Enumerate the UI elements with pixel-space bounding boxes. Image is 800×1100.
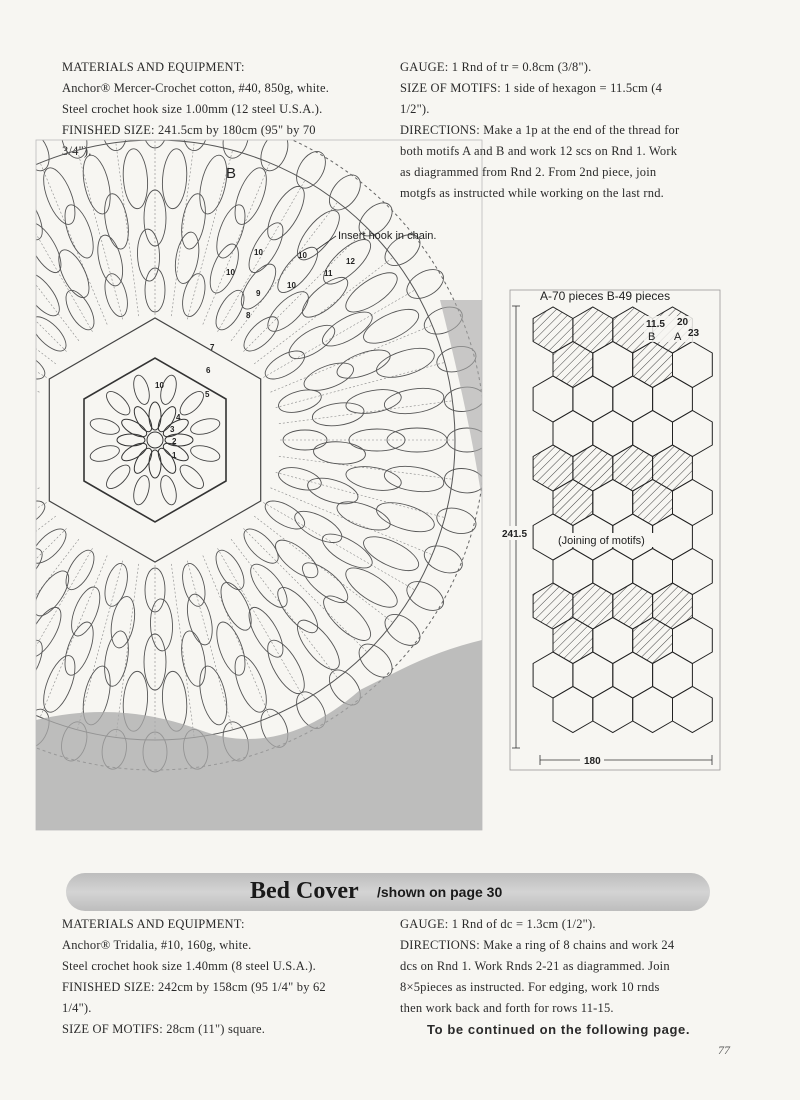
petal-loop [383, 385, 446, 418]
round-label-10c: 10 [254, 248, 263, 257]
center-flower [88, 373, 221, 506]
petal-loop [0, 241, 39, 298]
petal-loop [37, 164, 81, 229]
insert-hook-leader [316, 236, 336, 250]
petal-loop [334, 344, 394, 384]
petal-loop [101, 192, 132, 251]
hexagon-cell [633, 687, 673, 733]
petal-loop [37, 652, 81, 717]
directions-line-1: DIRECTIONS: Make a 1p at the end of the thread for [400, 123, 680, 137]
petal-loop [0, 271, 13, 324]
petal-loop [0, 614, 20, 676]
petal-loop [183, 592, 217, 648]
petal-loop [204, 240, 244, 296]
bed-materials-heading: MATERIALS AND EQUIPMENT: [62, 917, 245, 931]
chain-ray [271, 488, 433, 555]
petal-loop [195, 663, 232, 727]
petal-loop [305, 473, 361, 508]
directions-line-3: as diagrammed from Rnd 2. From 2nd piece, join [400, 165, 657, 179]
petal-loop [244, 559, 293, 614]
bottom-left-text-column [62, 914, 362, 1040]
petal-loop [373, 343, 437, 384]
layout-label-11-5: 11.5 [646, 319, 665, 330]
petal-loop [402, 576, 449, 617]
bed-finished-size-cont: 1/4"). [62, 1001, 92, 1015]
page-number: 77 [718, 1043, 730, 1057]
motif-size-cont: 1/2"). [400, 102, 430, 116]
petal-loop [0, 556, 13, 609]
bottom-right-text-column [400, 914, 710, 1019]
petal-loop [0, 331, 20, 375]
flower-outer-loop [131, 474, 152, 507]
petal-loop [313, 440, 366, 466]
round-label-5: 5 [205, 390, 210, 399]
continued-note: To be continued on the following page. [427, 1022, 691, 1037]
chain-ray [243, 528, 367, 652]
petal-loop [334, 496, 394, 536]
flower-petal [149, 402, 161, 430]
petal-loop [160, 148, 188, 210]
petal-loop [28, 566, 75, 621]
petal-loop [1, 345, 49, 384]
chain-ray [203, 163, 270, 325]
petal-loop [262, 286, 315, 338]
bed-hook-spec: Steel crochet hook size 1.40mm (8 steel U.S.A.). [62, 959, 316, 973]
chain-ray [0, 488, 40, 555]
chain-ray [187, 561, 232, 730]
height-label: 241.5 [502, 529, 528, 540]
petal-loop [0, 484, 9, 522]
chain-ray [171, 564, 194, 738]
chain-ray [0, 325, 40, 392]
round-label-6: 6 [206, 366, 211, 375]
finished-size-cont: 3/4"). [62, 144, 92, 158]
thread-spec: Anchor® Mercer-Crochet cotton, #40, 850g, white. [62, 81, 330, 95]
chain-ray [0, 257, 56, 364]
bed-directions-line-2: dcs on Rnd 1. Work Rnds 2-21 as diagrammed. Join [400, 959, 670, 973]
petal-loop [284, 319, 340, 365]
layout-label-20: 20 [677, 317, 689, 328]
petal-loop [0, 582, 39, 639]
chain-ray [276, 362, 445, 407]
petal-loop [93, 233, 127, 289]
layout-label-23: 23 [688, 328, 700, 339]
petal-loop [1, 495, 49, 534]
bed-directions-line-1: DIRECTIONS: Make a ring of 8 chains and work 24 [400, 938, 675, 952]
chain-ray [279, 401, 453, 424]
chain-ray [77, 561, 122, 730]
petal-loop [195, 153, 232, 217]
petal-loop [0, 543, 48, 595]
hook-spec: Steel crochet hook size 1.00mm (12 steel U.S.A.). [62, 102, 323, 116]
petal-loop [108, 595, 139, 650]
flower-petal [131, 446, 155, 476]
bed-directions-line-3: 8×5pieces as instructed. For edging, work 10 rnds [400, 980, 660, 994]
hexagon-cell [593, 687, 633, 733]
petal-loop [0, 296, 40, 346]
gauge-line: GAUGE: 1 Rnd of tr = 0.8cm (3/8"). [400, 60, 592, 74]
flower-petal [131, 404, 155, 434]
petal-loop [16, 267, 65, 322]
chain-ray [0, 228, 67, 352]
petal-loop [0, 463, 34, 494]
round-label-11: 11 [324, 269, 333, 278]
flower-outer-loop [103, 388, 134, 419]
round-label-3: 3 [170, 425, 175, 434]
petal-loop [66, 583, 106, 639]
petal-loop [100, 109, 129, 152]
petal-loop [311, 400, 366, 429]
directions-line-2: both motifs A and B and work 12 scs on Rnd 1. Work [400, 144, 678, 158]
petal-loop [0, 204, 20, 266]
adjacent-motif-shadow-right [440, 300, 482, 500]
chain-ray [263, 503, 415, 591]
petal-loop [402, 264, 449, 305]
directions-line-4: motgfs as instructed while working on the last rnd. [400, 186, 664, 200]
width-label: 180 [584, 756, 601, 767]
chain-ray [0, 539, 79, 678]
petal-loop [172, 230, 203, 285]
petal-loop [78, 153, 115, 217]
hexagon-grid [533, 307, 712, 733]
petal-loop [121, 148, 149, 210]
chain-ray [203, 556, 270, 718]
petal-loop [373, 497, 437, 538]
chain-ray [0, 202, 79, 341]
round-label-1: 1 [172, 451, 177, 460]
motif-label-b: B [226, 165, 237, 182]
round-label-2: 2 [172, 437, 177, 446]
chain-ray [0, 362, 34, 407]
round-label-10b: 10 [226, 268, 235, 277]
petal-loop [0, 386, 34, 417]
petal-loop [229, 652, 273, 717]
flower-outer-loop [131, 373, 152, 406]
petal-loop [59, 201, 99, 261]
flower-outer-loop [176, 461, 207, 492]
flower-petal [119, 440, 149, 464]
round-label-8: 8 [246, 311, 251, 320]
petal-loop [0, 181, 49, 245]
motif-size-line: SIZE OF MOTIFS: 1 side of hexagon = 11.5cm (4 [400, 81, 663, 95]
chain-ray [40, 556, 107, 718]
flower-outer-loop [88, 416, 121, 437]
petal-loop [59, 619, 99, 679]
round-label-10a: 10 [155, 381, 164, 390]
layout-label-a: A [674, 331, 682, 343]
flower-petal [149, 450, 161, 478]
bed-finished-size: FINISHED SIZE: 242cm by 158cm (95 1/4" by 62 [62, 980, 326, 994]
petal-loop [211, 201, 251, 261]
petal-loop [235, 259, 282, 314]
petal-loop [181, 109, 210, 152]
bed-gauge-line: GAUGE: 1 Rnd of dc = 1.3cm (1/2"). [400, 917, 596, 931]
petal-loop [211, 619, 251, 679]
bed-directions-line-4: then work back and forth for rows 11-15. [400, 1001, 614, 1015]
chain-ray [254, 516, 393, 623]
petal-loop [317, 589, 377, 647]
adjacent-motif-shadow [36, 640, 482, 830]
petal-loop [178, 192, 209, 251]
section-subtitle: /shown on page 30 [377, 884, 503, 900]
bed-motif-size: SIZE OF MOTIFS: 28cm (11") square. [62, 1022, 266, 1036]
petal-loop [101, 629, 132, 688]
petal-loop [0, 687, 19, 734]
hexagon-cell [673, 687, 713, 733]
chain-ray [263, 290, 415, 378]
section-title: Bed Cover [250, 878, 359, 904]
petal-loop [379, 608, 425, 651]
chain-ray [0, 528, 67, 652]
petal-loop [383, 463, 446, 496]
flower-center [147, 432, 163, 448]
petal-loop [178, 629, 209, 688]
round-label-12: 12 [346, 257, 355, 266]
chain-ray [116, 564, 139, 738]
finished-size: FINISHED SIZE: 241.5cm by 180cm (95" by 70 [62, 123, 316, 137]
chain-ray [0, 456, 31, 479]
flower-outer-loop [176, 388, 207, 419]
materials-heading: MATERIALS AND EQUIPMENT: [62, 60, 245, 74]
layout-label-b: B [648, 331, 656, 343]
round-label-9: 9 [256, 289, 261, 298]
motif-chart [0, 108, 487, 830]
bed-thread-spec: Anchor® Tridalia, #10, 160g, white. [62, 938, 252, 952]
chain-ray [0, 472, 34, 517]
joining-label: (Joining of motifs) [558, 535, 645, 547]
chain-ray [276, 472, 445, 517]
hexagon-outer-outline [49, 318, 260, 562]
chain-ray [279, 456, 453, 479]
insert-hook-note: Insert hook in chain. [338, 230, 437, 242]
chain-ray [40, 163, 107, 325]
petal-loop [0, 146, 19, 193]
flower-petal [117, 434, 145, 446]
flower-outer-loop [189, 416, 222, 437]
chain-ray [116, 143, 139, 317]
chain-ray [0, 401, 31, 424]
round-label-10d: 10 [298, 251, 307, 260]
petal-loop [0, 515, 26, 561]
round-label-7: 7 [210, 343, 215, 352]
chain-ray [77, 150, 122, 319]
petal-loop [0, 371, 5, 406]
petal-loop [0, 430, 27, 450]
petal-loop [323, 169, 366, 215]
flower-outer-loop [88, 443, 121, 464]
petal-loop [0, 635, 49, 699]
flower-petal [119, 416, 149, 440]
hexagon-cell [553, 687, 593, 733]
chain-ray [171, 143, 194, 317]
flower-outer-loop [158, 474, 179, 507]
flower-petal [165, 434, 193, 446]
round-label-10e: 10 [287, 281, 296, 290]
petal-loop [420, 541, 466, 578]
chain-ray [0, 516, 56, 623]
round-label-4: 4 [176, 413, 181, 422]
layout-heading: A-70 pieces B-49 pieces [540, 289, 671, 303]
layout-panel [500, 289, 720, 770]
flower-outer-loop [189, 443, 222, 464]
layout-frame [510, 290, 720, 770]
flower-outer-loop [103, 461, 134, 492]
